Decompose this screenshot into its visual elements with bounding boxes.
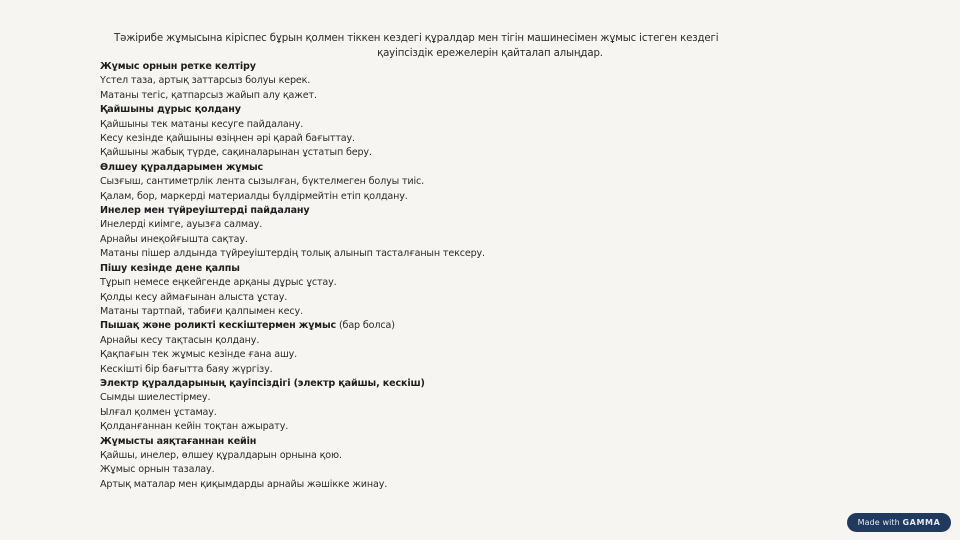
intro-line-2: қауіпсіздік ережелерін қайталап алыңдар.	[377, 48, 603, 59]
rule-item: Қолды кесу аймағынан алыста ұстау.	[100, 291, 288, 303]
section-heading: Жұмыс орнын ретке келтіру	[100, 61, 256, 72]
rule-item: Тұрып немесе еңкейгенде арқаны дұрыс ұстау.	[100, 277, 337, 289]
rule-item: Матаны тартпай, табиғи қалпымен кесу.	[100, 305, 303, 317]
rule-item: Кескішті бір бағытта баяу жүргізу.	[100, 363, 273, 375]
rule-item: Қалам, бор, маркерді материалды бүлдірмейтін етіп қолдану.	[100, 190, 408, 202]
rule-item: Қақпағын тек жұмыс кезінде ғана ашу.	[100, 349, 298, 361]
rule-item: Ылғал қолмен ұстамау.	[100, 406, 217, 418]
badge-brand: GAMMA	[902, 518, 941, 527]
rule-item: Жұмыс орнын тазалау.	[100, 464, 215, 476]
rule-item: Артық маталар мен қиқымдарды арнайы жәшікке жинау.	[100, 478, 388, 490]
section-heading	[100, 319, 740, 333]
rule-item: Қайшыны жабық түрде, сақиналарынан ұстатып беру.	[100, 147, 372, 159]
rule-item: Матаны пішер алдында түйреуіштердің толық алынып тасталғанын тексеру.	[100, 248, 485, 260]
section-heading-note: (бар болса)	[336, 320, 395, 332]
rule-item: Сымды шиелестірмеу.	[100, 392, 211, 404]
rule-item: Арнайы кесу тақтасын қолдану.	[100, 334, 260, 346]
intro-line-1: Тәжірибе жұмысына кіріспес бұрын қолмен тіккен кездегі құралдар мен тігін машинесімен жұмыс істеген кездегі	[114, 33, 719, 44]
rule-item: Сызғыш, сантиметрлік лента сызылған, бүктелмеген болуы тиіс.	[100, 176, 425, 188]
rule-item: Арнайы инеқойғышта сақтау.	[100, 233, 248, 245]
section-heading: Электр құралдарының қауіпсіздігі (электр қайшы, кескіш)	[100, 377, 425, 389]
section-heading: Пішу кезінде дене қалпы	[100, 262, 240, 274]
section-heading: Жұмысты аяқтағаннан кейін	[100, 435, 257, 447]
badge-prefix: Made with	[857, 518, 900, 527]
rule-item: Үстел таза, артық заттарсыз болуы керек.	[100, 75, 311, 87]
rule-item: Қолданғаннан кейін тоқтан ажырату.	[100, 421, 289, 433]
rule-item: Матаны тегіс, қатпарсыз жайып алу қажет.	[100, 89, 317, 101]
safety-rules-list	[100, 60, 740, 492]
rule-item: Инелерді киімге, ауызға салмау.	[100, 219, 263, 231]
intro-text	[100, 31, 720, 61]
rule-item: Қайшы, инелер, өлшеу құралдарын орнына қою.	[100, 449, 342, 461]
section-heading: Инелер мен түйреуіштерді пайдалану	[100, 205, 310, 217]
section-heading: Қайшыны дұрыс қолдану	[100, 104, 241, 116]
section-heading-bold: Пышақ және роликті кескіштермен жұмыс	[100, 320, 337, 332]
rule-item: Қайшыны тек матаны кесуге пайдалану.	[100, 118, 304, 130]
made-with-gamma-badge[interactable]	[847, 513, 951, 532]
rule-item: Кесу кезінде қайшыны өзіңнен әрі қарай бағыттау.	[100, 133, 355, 145]
section-heading: Өлшеу құралдарымен жұмыс	[100, 161, 264, 173]
